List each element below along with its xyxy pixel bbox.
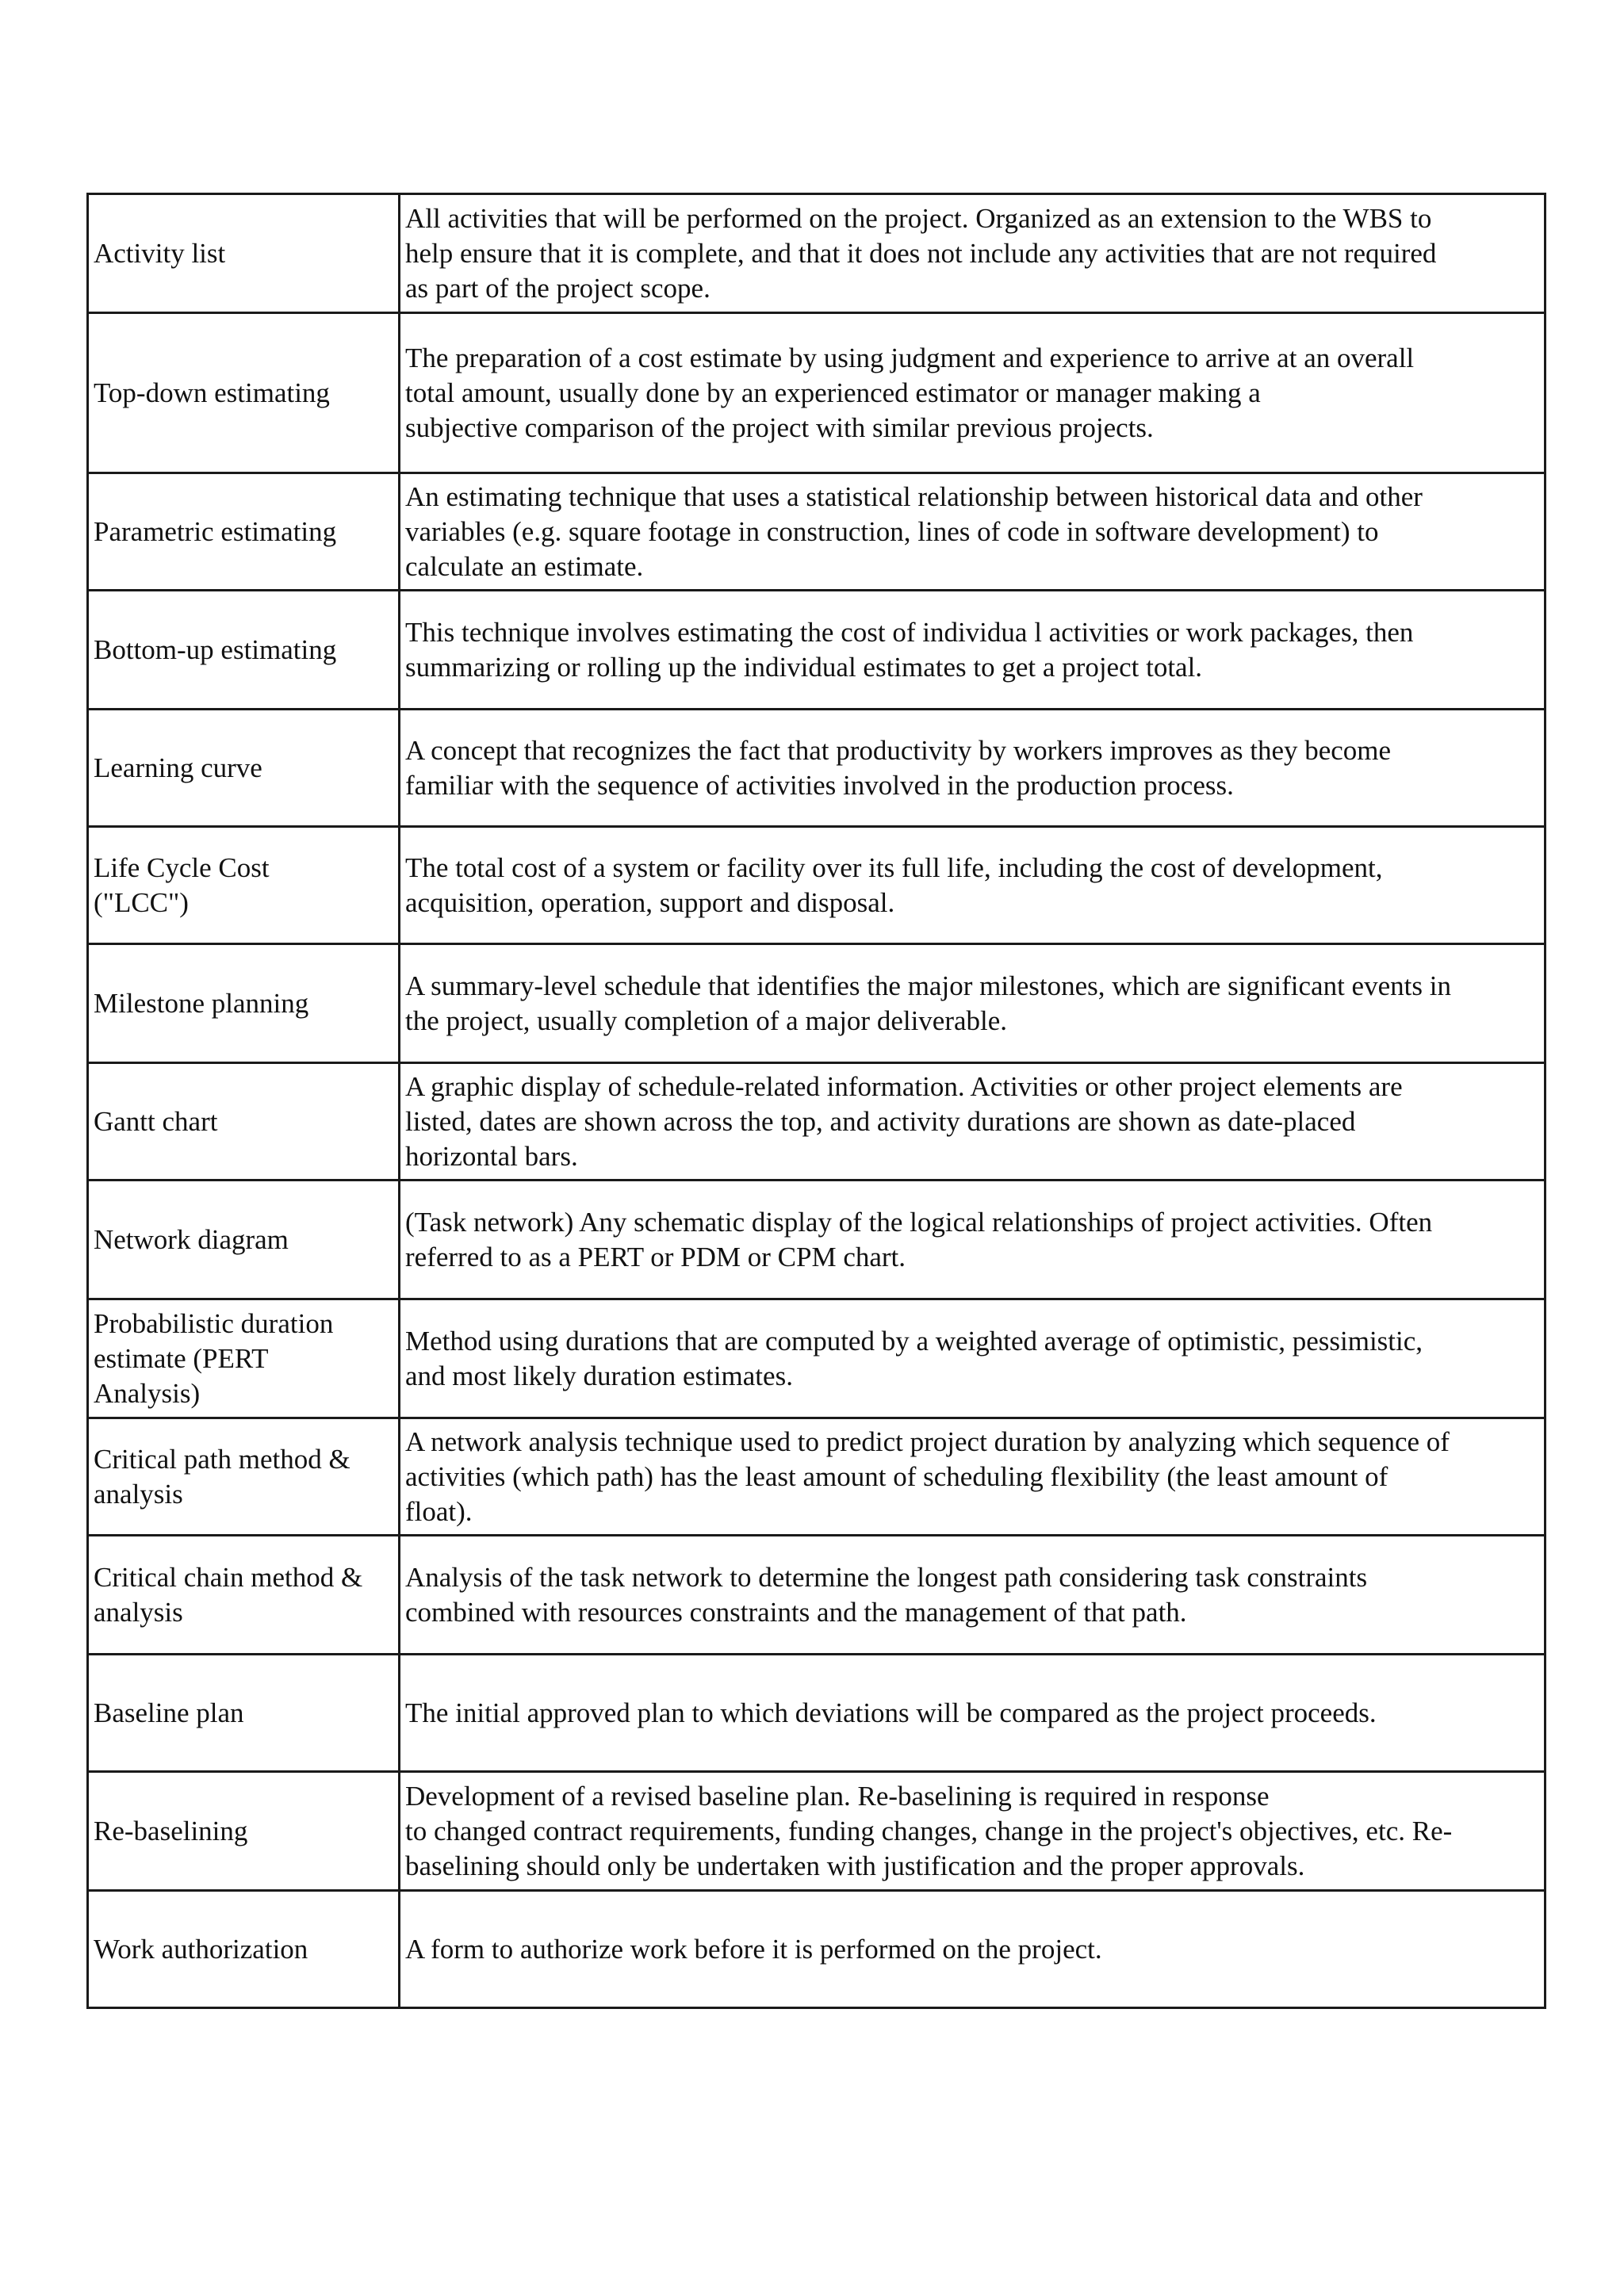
definition-line: subjective comparison of the project with similar previous projects.	[405, 411, 1154, 443]
definition-line: acquisition, operation, support and disposal.	[405, 886, 895, 918]
term-text: Critical path method &	[94, 1443, 350, 1475]
glossary-row	[88, 473, 1545, 591]
definition-line: The total cost of a system or facility over its full life, including the cost of development,	[405, 851, 1383, 883]
term-cell	[88, 1181, 400, 1299]
term-text: Re-baselining	[94, 1815, 248, 1846]
term-text: Activity list	[94, 237, 226, 269]
term-cell	[88, 827, 400, 944]
definition-line: A form to authorize work before it is performed on the project.	[405, 1933, 1102, 1965]
definition-line: familiar with the sequence of activities involved in the production process.	[405, 769, 1234, 801]
term-text: Parametric estimating	[94, 515, 337, 547]
term-cell	[88, 944, 400, 1063]
definition-cell	[400, 944, 1545, 1063]
definition-line: referred to as a PERT or PDM or CPM chart.	[405, 1241, 906, 1272]
definition-line: An estimating technique that uses a statistical relationship between historical data and other	[405, 480, 1423, 512]
term-cell	[88, 1655, 400, 1772]
definition-cell	[400, 1536, 1545, 1655]
definition-line: baselining should only be undertaken with justification and the proper approvals.	[405, 1850, 1305, 1881]
definition-cell	[400, 1418, 1545, 1536]
definition-line: horizontal bars.	[405, 1140, 578, 1172]
definition-line: calculate an estimate.	[405, 550, 644, 582]
glossary-table-body	[88, 194, 1545, 2008]
definition-line: A graphic display of schedule-related information. Activities or other project elements are	[405, 1070, 1403, 1102]
glossary-table	[86, 193, 1546, 2009]
term-text: Analysis)	[94, 1377, 201, 1409]
term-cell	[88, 1299, 400, 1418]
glossary-row	[88, 1655, 1545, 1772]
definition-line: A summary-level schedule that identifies the major milestones, which are significant events in	[405, 970, 1451, 1001]
term-cell	[88, 1418, 400, 1536]
definition-cell	[400, 194, 1545, 313]
term-text: Top-down estimating	[94, 377, 330, 408]
term-cell	[88, 194, 400, 313]
term-text: Critical chain method &	[94, 1561, 363, 1593]
glossary-row	[88, 591, 1545, 710]
definition-cell	[400, 1772, 1545, 1891]
definition-line: activities (which path) has the least amount of scheduling flexibility (the least amount of	[405, 1460, 1388, 1492]
definition-line: help ensure that it is complete, and that it does not include any activities that are not required	[405, 237, 1437, 269]
definition-line: combined with resources constraints and the management of that path.	[405, 1596, 1187, 1628]
term-cell	[88, 1891, 400, 2008]
term-text: Work authorization	[94, 1933, 308, 1965]
definition-line: and most likely duration estimates.	[405, 1360, 793, 1391]
definition-line: as part of the project scope.	[405, 272, 710, 304]
definition-line: to changed contract requirements, funding changes, change in the project's objectives, etc. Re-	[405, 1815, 1453, 1846]
glossary-row	[88, 194, 1545, 313]
definition-line: variables (e.g. square footage in construction, lines of code in software development) to	[405, 515, 1379, 547]
definition-cell	[400, 591, 1545, 710]
definition-cell	[400, 1655, 1545, 1772]
term-cell	[88, 1772, 400, 1891]
term-text: Milestone planning	[94, 987, 309, 1019]
definition-line: Analysis of the task network to determine the longest path considering task constraints	[405, 1561, 1368, 1593]
definition-cell	[400, 1181, 1545, 1299]
glossary-row	[88, 313, 1545, 473]
definition-cell	[400, 313, 1545, 473]
definition-line: the project, usually completion of a major deliverable.	[405, 1004, 1008, 1036]
definition-line: All activities that will be performed on the project. Organized as an extension to the WBS to	[405, 202, 1432, 234]
definition-cell	[400, 1299, 1545, 1418]
term-text: Learning curve	[94, 752, 262, 783]
definition-line: Method using durations that are computed by a weighted average of optimistic, pessimistic,	[405, 1325, 1423, 1357]
definition-cell	[400, 827, 1545, 944]
glossary-row	[88, 1181, 1545, 1299]
definition-cell	[400, 473, 1545, 591]
term-text: Bottom-up estimating	[94, 633, 337, 665]
glossary-row	[88, 1536, 1545, 1655]
term-cell	[88, 591, 400, 710]
term-text: Gantt chart	[94, 1105, 218, 1137]
term-text: estimate (PERT	[94, 1342, 269, 1374]
glossary-row	[88, 1063, 1545, 1181]
term-text: Network diagram	[94, 1223, 289, 1255]
definition-line: total amount, usually done by an experienced estimator or manager making a	[405, 377, 1261, 408]
glossary-row	[88, 1891, 1545, 2008]
glossary-row	[88, 1299, 1545, 1418]
definition-line: A concept that recognizes the fact that productivity by workers improves as they become	[405, 734, 1392, 766]
term-cell	[88, 1536, 400, 1655]
glossary-row	[88, 944, 1545, 1063]
definition-line: summarizing or rolling up the individual estimates to get a project total.	[405, 651, 1203, 683]
term-cell	[88, 1063, 400, 1181]
term-text: ("LCC")	[94, 886, 189, 918]
definition-line: (Task network) Any schematic display of the logical relationships of project activities. Often	[405, 1206, 1433, 1238]
definition-cell	[400, 710, 1545, 827]
glossary-row	[88, 1772, 1545, 1891]
term-text: Baseline plan	[94, 1697, 244, 1728]
term-text: Life Cycle Cost	[94, 851, 270, 883]
definition-cell	[400, 1063, 1545, 1181]
term-text: analysis	[94, 1596, 183, 1628]
term-text: analysis	[94, 1478, 183, 1510]
term-cell	[88, 313, 400, 473]
definition-line: The preparation of a cost estimate by using judgment and experience to arrive at an overall	[405, 342, 1415, 373]
term-text: Probabilistic duration	[94, 1307, 334, 1339]
definition-line: Development of a revised baseline plan. Re-baselining is required in response	[405, 1780, 1270, 1812]
glossary-row	[88, 710, 1545, 827]
definition-line: The initial approved plan to which deviations will be compared as the project proceeds.	[405, 1697, 1377, 1728]
definition-line: float).	[405, 1495, 473, 1527]
definition-line: listed, dates are shown across the top, and activity durations are shown as date-placed	[405, 1105, 1356, 1137]
term-cell	[88, 710, 400, 827]
term-cell	[88, 473, 400, 591]
glossary-row	[88, 827, 1545, 944]
definition-cell	[400, 1891, 1545, 2008]
definition-line: This technique involves estimating the cost of individua l activities or work packages, then	[405, 616, 1414, 648]
glossary-row	[88, 1418, 1545, 1536]
definition-line: A network analysis technique used to predict project duration by analyzing which sequence of	[405, 1425, 1450, 1457]
